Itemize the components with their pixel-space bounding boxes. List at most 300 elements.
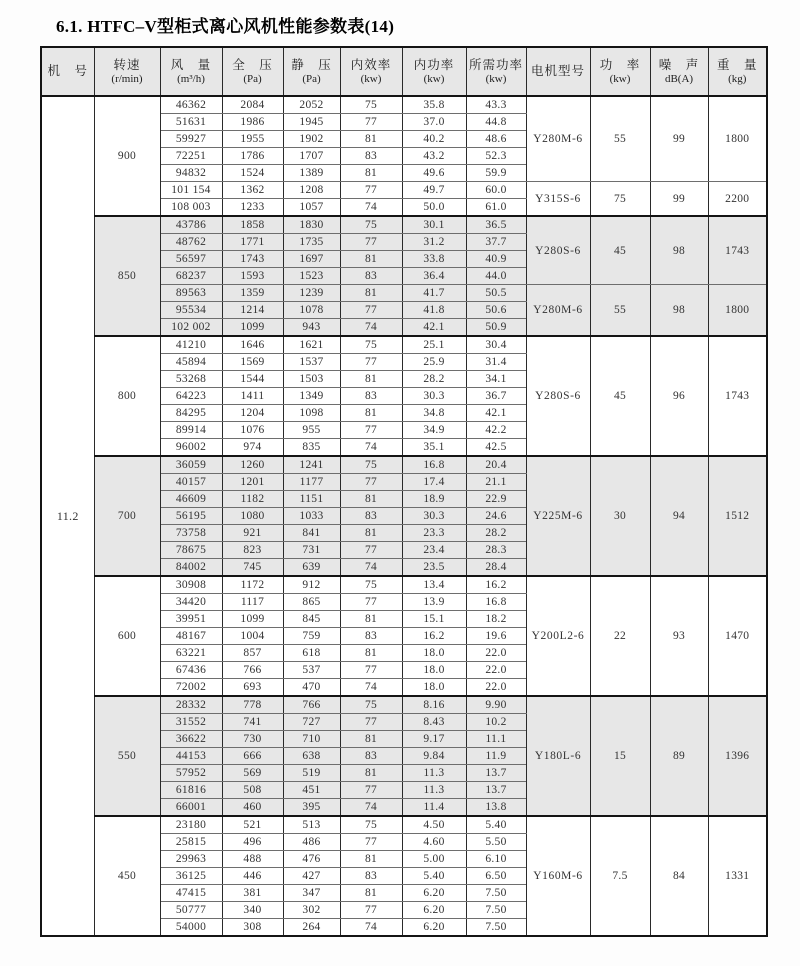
cell-airflow: 73758 [160, 525, 222, 542]
cell-weight: 1743 [708, 336, 767, 456]
cell-required-power: 50.5 [466, 285, 526, 302]
cell-total-pressure: 1099 [222, 319, 283, 337]
cell-airflow: 56195 [160, 508, 222, 525]
cell-internal-efficiency: 83 [340, 388, 402, 405]
cell-internal-efficiency: 81 [340, 371, 402, 388]
cell-required-power: 42.1 [466, 405, 526, 422]
cell-internal-efficiency: 77 [340, 662, 402, 679]
table-row [41, 576, 767, 594]
cell-weight: 1512 [708, 456, 767, 576]
cell-motor-model: Y280M-6 [526, 96, 590, 182]
header-unit: (Pa) [243, 72, 262, 85]
cell-static-pressure: 912 [283, 576, 340, 594]
table-row [41, 216, 767, 234]
cell-internal-efficiency: 77 [340, 782, 402, 799]
cell-internal-power: 11.3 [402, 782, 466, 799]
cell-noise: 93 [650, 576, 708, 696]
cell-internal-efficiency: 75 [340, 456, 402, 474]
cell-internal-power: 16.2 [402, 628, 466, 645]
cell-internal-power: 13.4 [402, 576, 466, 594]
cell-airflow: 66001 [160, 799, 222, 817]
cell-required-power: 61.0 [466, 199, 526, 217]
cell-airflow: 54000 [160, 919, 222, 937]
cell-internal-efficiency: 74 [340, 319, 402, 337]
column-header-machine-no [41, 47, 94, 96]
cell-internal-efficiency: 77 [340, 902, 402, 919]
cell-internal-power: 25.9 [402, 354, 466, 371]
cell-static-pressure: 766 [283, 696, 340, 714]
header-label: 风 量 [170, 57, 212, 72]
cell-motor-model: Y280S-6 [526, 336, 590, 456]
cell-internal-power: 49.7 [402, 182, 466, 199]
cell-required-power: 28.3 [466, 542, 526, 559]
cell-internal-efficiency: 77 [340, 594, 402, 611]
cell-airflow: 36059 [160, 456, 222, 474]
cell-internal-efficiency: 77 [340, 234, 402, 251]
cell-static-pressure: 519 [283, 765, 340, 782]
cell-static-pressure: 731 [283, 542, 340, 559]
cell-internal-power: 18.9 [402, 491, 466, 508]
cell-internal-power: 11.4 [402, 799, 466, 817]
column-header-power [590, 47, 650, 96]
cell-internal-efficiency: 75 [340, 96, 402, 114]
cell-internal-efficiency: 77 [340, 114, 402, 131]
cell-internal-efficiency: 83 [340, 148, 402, 165]
cell-internal-efficiency: 75 [340, 216, 402, 234]
cell-internal-power: 17.4 [402, 474, 466, 491]
cell-static-pressure: 638 [283, 748, 340, 765]
cell-airflow: 48762 [160, 234, 222, 251]
cell-total-pressure: 1260 [222, 456, 283, 474]
header-label: 内效率 [350, 57, 392, 72]
cell-static-pressure: 347 [283, 885, 340, 902]
cell-total-pressure: 508 [222, 782, 283, 799]
cell-static-pressure: 476 [283, 851, 340, 868]
cell-internal-efficiency: 77 [340, 474, 402, 491]
cell-required-power: 44.8 [466, 114, 526, 131]
cell-static-pressure: 1707 [283, 148, 340, 165]
speed-cell: 900 [94, 96, 160, 216]
cell-total-pressure: 381 [222, 885, 283, 902]
cell-static-pressure: 710 [283, 731, 340, 748]
cell-static-pressure: 1241 [283, 456, 340, 474]
cell-internal-power: 36.4 [402, 268, 466, 285]
cell-power: 45 [590, 216, 650, 285]
cell-internal-power: 23.3 [402, 525, 466, 542]
speed-cell: 600 [94, 576, 160, 696]
cell-static-pressure: 486 [283, 834, 340, 851]
cell-static-pressure: 841 [283, 525, 340, 542]
cell-total-pressure: 921 [222, 525, 283, 542]
cell-internal-efficiency: 77 [340, 542, 402, 559]
cell-required-power: 5.50 [466, 834, 526, 851]
cell-total-pressure: 308 [222, 919, 283, 937]
header-label: 电机型号 [530, 64, 585, 78]
cell-power: 22 [590, 576, 650, 696]
cell-total-pressure: 766 [222, 662, 283, 679]
cell-internal-power: 6.20 [402, 885, 466, 902]
cell-total-pressure: 2084 [222, 96, 283, 114]
cell-power: 55 [590, 96, 650, 182]
cell-internal-power: 41.8 [402, 302, 466, 319]
cell-airflow: 43786 [160, 216, 222, 234]
cell-internal-efficiency: 81 [340, 851, 402, 868]
cell-internal-power: 50.0 [402, 199, 466, 217]
fan-performance-table [40, 46, 768, 937]
cell-airflow: 63221 [160, 645, 222, 662]
cell-internal-efficiency: 77 [340, 302, 402, 319]
machine-no-cell: 11.2 [41, 96, 94, 936]
cell-static-pressure: 427 [283, 868, 340, 885]
cell-required-power: 60.0 [466, 182, 526, 199]
cell-total-pressure: 1172 [222, 576, 283, 594]
cell-power: 75 [590, 182, 650, 217]
cell-internal-efficiency: 81 [340, 131, 402, 148]
cell-airflow: 29963 [160, 851, 222, 868]
cell-weight: 2200 [708, 182, 767, 217]
cell-total-pressure: 488 [222, 851, 283, 868]
header-label: 转速 [113, 57, 141, 72]
header-unit: (kw) [485, 72, 507, 85]
cell-internal-efficiency: 83 [340, 748, 402, 765]
cell-internal-efficiency: 74 [340, 199, 402, 217]
column-header-airflow [160, 47, 222, 96]
table-header [41, 47, 767, 96]
cell-internal-power: 33.8 [402, 251, 466, 268]
table-row [41, 696, 767, 714]
cell-internal-power: 18.0 [402, 679, 466, 697]
cell-internal-efficiency: 77 [340, 422, 402, 439]
cell-static-pressure: 845 [283, 611, 340, 628]
cell-internal-power: 18.0 [402, 645, 466, 662]
cell-static-pressure: 1503 [283, 371, 340, 388]
cell-total-pressure: 1411 [222, 388, 283, 405]
cell-noise: 84 [650, 816, 708, 936]
cell-total-pressure: 446 [222, 868, 283, 885]
cell-internal-power: 9.17 [402, 731, 466, 748]
cell-power: 30 [590, 456, 650, 576]
cell-required-power: 19.6 [466, 628, 526, 645]
cell-power: 7.5 [590, 816, 650, 936]
cell-required-power: 22.9 [466, 491, 526, 508]
cell-weight: 1800 [708, 96, 767, 182]
cell-required-power: 11.9 [466, 748, 526, 765]
cell-total-pressure: 1182 [222, 491, 283, 508]
cell-total-pressure: 1359 [222, 285, 283, 302]
cell-required-power: 30.4 [466, 336, 526, 354]
cell-static-pressure: 865 [283, 594, 340, 611]
cell-static-pressure: 759 [283, 628, 340, 645]
cell-internal-power: 16.8 [402, 456, 466, 474]
cell-static-pressure: 1389 [283, 165, 340, 182]
cell-internal-power: 34.8 [402, 405, 466, 422]
cell-airflow: 67436 [160, 662, 222, 679]
cell-required-power: 44.0 [466, 268, 526, 285]
cell-total-pressure: 340 [222, 902, 283, 919]
header-label: 内功率 [413, 57, 455, 72]
cell-static-pressure: 1177 [283, 474, 340, 491]
cell-weight: 1470 [708, 576, 767, 696]
cell-internal-power: 40.2 [402, 131, 466, 148]
cell-power: 55 [590, 285, 650, 337]
cell-total-pressure: 741 [222, 714, 283, 731]
cell-weight: 1396 [708, 696, 767, 816]
cell-required-power: 24.6 [466, 508, 526, 525]
cell-airflow: 89563 [160, 285, 222, 302]
cell-internal-power: 31.2 [402, 234, 466, 251]
cell-internal-efficiency: 83 [340, 868, 402, 885]
header-row [41, 47, 767, 96]
cell-static-pressure: 1621 [283, 336, 340, 354]
cell-airflow: 44153 [160, 748, 222, 765]
cell-internal-power: 23.4 [402, 542, 466, 559]
cell-total-pressure: 693 [222, 679, 283, 697]
cell-total-pressure: 1076 [222, 422, 283, 439]
cell-static-pressure: 1697 [283, 251, 340, 268]
cell-total-pressure: 1099 [222, 611, 283, 628]
cell-motor-model: Y225M-6 [526, 456, 590, 576]
cell-static-pressure: 1057 [283, 199, 340, 217]
cell-motor-model: Y200L2-6 [526, 576, 590, 696]
cell-internal-efficiency: 81 [340, 285, 402, 302]
cell-airflow: 95534 [160, 302, 222, 319]
cell-internal-efficiency: 81 [340, 405, 402, 422]
cell-required-power: 13.8 [466, 799, 526, 817]
page-title: 6.1. HTFC–V型柜式离心风机性能参数表(14) [56, 17, 395, 36]
cell-noise: 99 [650, 182, 708, 217]
cell-static-pressure: 943 [283, 319, 340, 337]
cell-internal-efficiency: 77 [340, 354, 402, 371]
header-label: 重 量 [716, 57, 758, 72]
cell-internal-efficiency: 74 [340, 559, 402, 577]
table-body [41, 96, 767, 936]
header-unit: (kw) [360, 72, 382, 85]
cell-total-pressure: 1593 [222, 268, 283, 285]
cell-static-pressure: 513 [283, 816, 340, 834]
header-unit: dB(A) [664, 72, 694, 85]
cell-airflow: 56597 [160, 251, 222, 268]
cell-internal-efficiency: 74 [340, 919, 402, 937]
cell-noise: 94 [650, 456, 708, 576]
cell-required-power: 16.8 [466, 594, 526, 611]
cell-static-pressure: 1735 [283, 234, 340, 251]
column-header-static-pressure [283, 47, 340, 96]
cell-total-pressure: 1955 [222, 131, 283, 148]
cell-total-pressure: 778 [222, 696, 283, 714]
cell-static-pressure: 1830 [283, 216, 340, 234]
cell-internal-efficiency: 75 [340, 816, 402, 834]
cell-airflow: 36125 [160, 868, 222, 885]
cell-motor-model: Y160M-6 [526, 816, 590, 936]
speed-cell: 450 [94, 816, 160, 936]
cell-required-power: 28.4 [466, 559, 526, 577]
cell-internal-power: 30.1 [402, 216, 466, 234]
cell-required-power: 18.2 [466, 611, 526, 628]
cell-static-pressure: 264 [283, 919, 340, 937]
cell-internal-power: 25.1 [402, 336, 466, 354]
cell-total-pressure: 521 [222, 816, 283, 834]
cell-airflow: 28332 [160, 696, 222, 714]
cell-static-pressure: 1239 [283, 285, 340, 302]
cell-internal-power: 28.2 [402, 371, 466, 388]
cell-total-pressure: 1569 [222, 354, 283, 371]
cell-airflow: 96002 [160, 439, 222, 457]
cell-total-pressure: 1004 [222, 628, 283, 645]
cell-total-pressure: 974 [222, 439, 283, 457]
cell-noise: 98 [650, 216, 708, 285]
cell-static-pressure: 470 [283, 679, 340, 697]
cell-internal-efficiency: 81 [340, 765, 402, 782]
cell-airflow: 40157 [160, 474, 222, 491]
cell-required-power: 22.0 [466, 662, 526, 679]
cell-internal-power: 15.1 [402, 611, 466, 628]
cell-static-pressure: 835 [283, 439, 340, 457]
cell-weight: 1743 [708, 216, 767, 285]
cell-required-power: 13.7 [466, 782, 526, 799]
cell-static-pressure: 395 [283, 799, 340, 817]
cell-internal-efficiency: 81 [340, 611, 402, 628]
cell-static-pressure: 1151 [283, 491, 340, 508]
cell-airflow: 61816 [160, 782, 222, 799]
cell-internal-power: 5.00 [402, 851, 466, 868]
cell-internal-power: 9.84 [402, 748, 466, 765]
cell-required-power: 16.2 [466, 576, 526, 594]
cell-internal-efficiency: 81 [340, 525, 402, 542]
cell-total-pressure: 1201 [222, 474, 283, 491]
cell-required-power: 36.7 [466, 388, 526, 405]
column-header-noise [650, 47, 708, 96]
cell-required-power: 43.3 [466, 96, 526, 114]
cell-internal-efficiency: 75 [340, 576, 402, 594]
cell-static-pressure: 1523 [283, 268, 340, 285]
header-unit: (r/min) [111, 72, 143, 85]
cell-total-pressure: 666 [222, 748, 283, 765]
cell-internal-power: 43.2 [402, 148, 466, 165]
cell-internal-power: 34.9 [402, 422, 466, 439]
cell-required-power: 10.2 [466, 714, 526, 731]
cell-internal-efficiency: 83 [340, 508, 402, 525]
cell-noise: 99 [650, 96, 708, 182]
table-row [41, 336, 767, 354]
cell-airflow: 84295 [160, 405, 222, 422]
cell-internal-power: 41.7 [402, 285, 466, 302]
cell-internal-power: 6.20 [402, 919, 466, 937]
cell-total-pressure: 1743 [222, 251, 283, 268]
cell-airflow: 46609 [160, 491, 222, 508]
column-header-required-power [466, 47, 526, 96]
column-header-motor-model [526, 47, 590, 96]
cell-static-pressure: 639 [283, 559, 340, 577]
cell-required-power: 42.5 [466, 439, 526, 457]
header-label: 静 压 [291, 57, 332, 72]
header-unit: (kg) [728, 72, 747, 85]
cell-required-power: 50.9 [466, 319, 526, 337]
cell-internal-efficiency: 75 [340, 336, 402, 354]
cell-internal-power: 35.1 [402, 439, 466, 457]
header-label: 所需功率 [468, 57, 523, 72]
cell-total-pressure: 460 [222, 799, 283, 817]
cell-total-pressure: 1204 [222, 405, 283, 422]
column-header-total-pressure [222, 47, 283, 96]
cell-required-power: 7.50 [466, 902, 526, 919]
cell-internal-power: 4.60 [402, 834, 466, 851]
cell-total-pressure: 1362 [222, 182, 283, 199]
cell-required-power: 40.9 [466, 251, 526, 268]
cell-total-pressure: 1771 [222, 234, 283, 251]
cell-weight: 1331 [708, 816, 767, 936]
cell-airflow: 89914 [160, 422, 222, 439]
cell-airflow: 51631 [160, 114, 222, 131]
cell-internal-efficiency: 83 [340, 268, 402, 285]
cell-airflow: 30908 [160, 576, 222, 594]
cell-required-power: 36.5 [466, 216, 526, 234]
cell-internal-power: 37.0 [402, 114, 466, 131]
cell-total-pressure: 1233 [222, 199, 283, 217]
cell-motor-model: Y180L-6 [526, 696, 590, 816]
cell-motor-model: Y280M-6 [526, 285, 590, 337]
cell-static-pressure: 618 [283, 645, 340, 662]
cell-internal-power: 30.3 [402, 388, 466, 405]
cell-internal-efficiency: 83 [340, 628, 402, 645]
cell-internal-efficiency: 81 [340, 885, 402, 902]
cell-internal-power: 11.3 [402, 765, 466, 782]
cell-airflow: 45894 [160, 354, 222, 371]
cell-internal-power: 35.8 [402, 96, 466, 114]
cell-required-power: 34.1 [466, 371, 526, 388]
cell-required-power: 13.7 [466, 765, 526, 782]
cell-airflow: 102 002 [160, 319, 222, 337]
cell-total-pressure: 1544 [222, 371, 283, 388]
cell-airflow: 48167 [160, 628, 222, 645]
cell-power: 15 [590, 696, 650, 816]
cell-airflow: 46362 [160, 96, 222, 114]
cell-internal-efficiency: 77 [340, 182, 402, 199]
cell-internal-efficiency: 74 [340, 799, 402, 817]
cell-required-power: 28.2 [466, 525, 526, 542]
cell-internal-efficiency: 81 [340, 491, 402, 508]
cell-required-power: 50.6 [466, 302, 526, 319]
cell-total-pressure: 496 [222, 834, 283, 851]
cell-required-power: 31.4 [466, 354, 526, 371]
cell-airflow: 41210 [160, 336, 222, 354]
cell-airflow: 50777 [160, 902, 222, 919]
cell-static-pressure: 302 [283, 902, 340, 919]
cell-airflow: 31552 [160, 714, 222, 731]
cell-required-power: 7.50 [466, 919, 526, 937]
cell-total-pressure: 857 [222, 645, 283, 662]
cell-internal-efficiency: 81 [340, 645, 402, 662]
cell-total-pressure: 1646 [222, 336, 283, 354]
cell-static-pressure: 1349 [283, 388, 340, 405]
cell-airflow: 36622 [160, 731, 222, 748]
cell-internal-power: 8.43 [402, 714, 466, 731]
cell-internal-efficiency: 75 [340, 696, 402, 714]
document-page [0, 12, 800, 937]
cell-internal-power: 5.40 [402, 868, 466, 885]
cell-airflow: 53268 [160, 371, 222, 388]
cell-motor-model: Y280S-6 [526, 216, 590, 285]
cell-internal-power: 49.6 [402, 165, 466, 182]
cell-airflow: 64223 [160, 388, 222, 405]
cell-static-pressure: 955 [283, 422, 340, 439]
cell-power: 45 [590, 336, 650, 456]
column-header-internal-efficiency [340, 47, 402, 96]
cell-required-power: 6.10 [466, 851, 526, 868]
cell-internal-efficiency: 81 [340, 731, 402, 748]
cell-required-power: 11.1 [466, 731, 526, 748]
cell-total-pressure: 1786 [222, 148, 283, 165]
cell-required-power: 22.0 [466, 679, 526, 697]
